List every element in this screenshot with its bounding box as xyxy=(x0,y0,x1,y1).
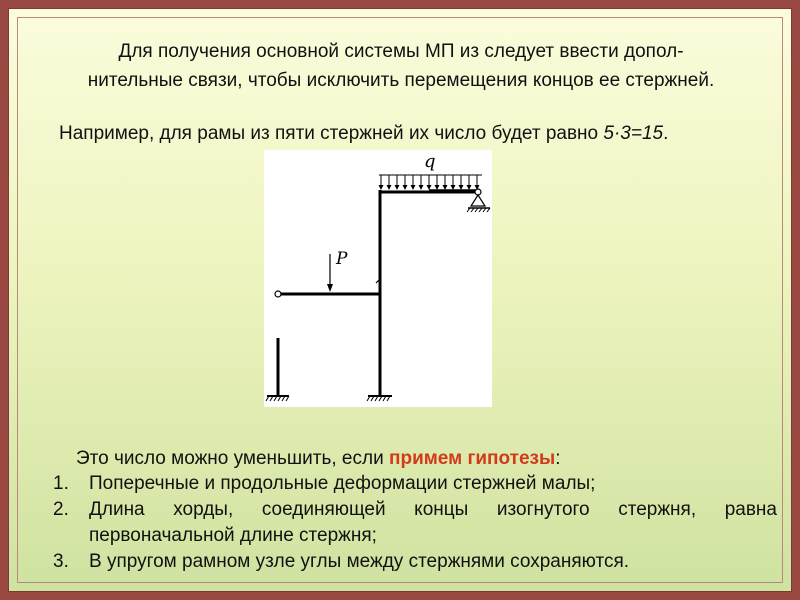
frame-figure xyxy=(264,150,492,407)
concentrated-load-p xyxy=(327,249,348,292)
left-hinge xyxy=(275,291,281,297)
list-item-number: 3. xyxy=(53,551,69,572)
list-item-text: Поперечные и продольные деформации стержней малы; xyxy=(89,473,596,494)
list-item-text: В упругом рамном узле углы между стержнями сохраняются. xyxy=(89,551,630,572)
intro-line-2: нительные связи, чтобы исключить перемещения концов ее стержней. xyxy=(87,70,715,91)
hypotheses-list xyxy=(53,471,777,575)
frame-diagram xyxy=(264,150,492,407)
list-item xyxy=(53,497,777,549)
reduce-paragraph xyxy=(76,446,776,472)
list-item xyxy=(53,549,777,575)
fixed-support-middle xyxy=(367,396,392,401)
intro-line-1: Для получения основной системы МП из следует ввести допол- xyxy=(118,41,684,62)
reduce-text: Это число можно уменьшить, если xyxy=(76,448,389,469)
distributed-load-q xyxy=(379,151,483,190)
load-q-label: q xyxy=(424,151,436,172)
example-text: Например, для рамы из пяти стержней их число будет равно xyxy=(59,123,604,144)
list-item-text: Длина хорды, соединяющей концы изогнутого стержня, равна первоначальной длине стержня; xyxy=(89,499,777,546)
reduce-highlight: примем гипотезы xyxy=(388,448,556,469)
reduce-end: : xyxy=(555,448,561,469)
fixed-support-left xyxy=(266,396,289,401)
load-p-label: P xyxy=(336,249,348,269)
example-formula: 5·3=15 xyxy=(603,123,664,144)
example-paragraph xyxy=(59,121,779,147)
list-item-number: 2. xyxy=(53,499,69,520)
list-item xyxy=(53,471,777,497)
example-end: . xyxy=(663,123,669,144)
intro-paragraph xyxy=(31,37,771,95)
list-item-number: 1. xyxy=(53,473,69,494)
